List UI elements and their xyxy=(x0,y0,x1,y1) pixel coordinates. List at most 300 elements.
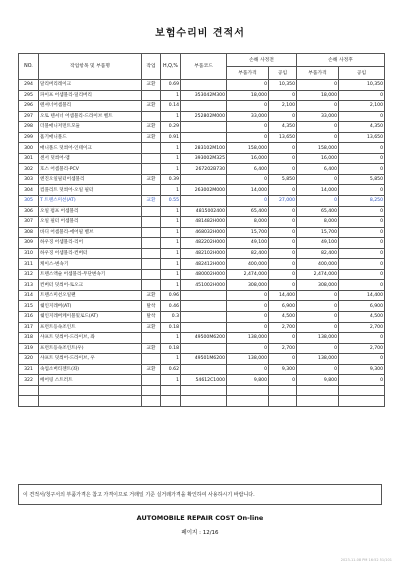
cell-bp: 0 xyxy=(227,290,269,301)
cell-bl: 0 xyxy=(269,164,297,175)
cell-bl: 0 xyxy=(269,375,297,386)
cell-code: 267202B730 xyxy=(181,164,227,175)
table-row xyxy=(19,248,385,259)
empty-cell xyxy=(339,385,385,396)
cell-bp: 0 xyxy=(227,196,269,207)
cell-bp: 8,000 xyxy=(227,217,269,228)
cell-al: 0 xyxy=(339,259,385,270)
cell-work: 교환 xyxy=(142,196,161,207)
table-row xyxy=(19,143,385,154)
cell-no: 302 xyxy=(19,164,39,175)
empty-cell xyxy=(161,396,181,407)
cell-no: 300 xyxy=(19,143,39,154)
cell-work xyxy=(142,206,161,217)
table-row xyxy=(19,269,385,280)
cell-work xyxy=(142,375,161,386)
empty-cell xyxy=(297,385,339,396)
cell-al: 10,350 xyxy=(339,80,385,91)
cell-item: 컴플리트 덧씌어-오일 필터 xyxy=(39,185,142,196)
empty-cell xyxy=(297,396,339,407)
cell-work: 교환 xyxy=(142,174,161,185)
cell-bl: 0 xyxy=(269,269,297,280)
cell-bp: 138,000 xyxy=(227,333,269,344)
table-row xyxy=(19,164,385,175)
table-body xyxy=(19,80,385,407)
cell-code: 49500M6200 xyxy=(181,333,227,344)
cell-al: 0 xyxy=(339,143,385,154)
cell-al: 0 xyxy=(339,248,385,259)
cell-item: 케이스-변속기 xyxy=(39,259,142,270)
empty-cell xyxy=(142,396,161,407)
cell-bl: 4,350 xyxy=(269,122,297,133)
cell-no: 320 xyxy=(19,354,39,365)
cell-ap: 0 xyxy=(297,322,339,333)
empty-cell xyxy=(269,396,297,407)
cell-hq: 0.3 xyxy=(161,312,181,323)
cell-item: T 트랜스미션(AT) xyxy=(39,196,142,207)
cell-al: 0 xyxy=(339,354,385,365)
cell-work: 교환 xyxy=(142,364,161,375)
cell-bp: 6,400 xyxy=(227,164,269,175)
cell-item: 엔진오일필터어셈블리 xyxy=(39,174,142,185)
cell-code xyxy=(181,80,227,91)
cell-work xyxy=(142,111,161,122)
cell-code xyxy=(181,101,227,112)
footer-title: AUTOMOBILE REPAIR COST On-line xyxy=(136,514,264,522)
table-row xyxy=(19,301,385,312)
header-item: 작업항목 및 부품명 xyxy=(39,54,142,80)
cell-item: 매니폴드 덧씌어-인테이크 xyxy=(39,143,142,154)
cell-bp: 0 xyxy=(227,132,269,143)
cell-ap: 65,400 xyxy=(297,206,339,217)
cell-work: 탈착 xyxy=(142,301,161,312)
cell-item: 프런트등속조인트 xyxy=(39,322,142,333)
cell-bl: 10,350 xyxy=(269,80,297,91)
cell-hq: 1 xyxy=(161,90,181,101)
cell-no: 319 xyxy=(19,343,39,354)
cell-al: 0 xyxy=(339,269,385,280)
cell-item: 트랜스액슬 어셈블리-무단변속기 xyxy=(39,269,142,280)
cell-item: 호스 어셈블리-PCV xyxy=(39,164,142,175)
table-row xyxy=(19,364,385,375)
table-row xyxy=(19,312,385,323)
cell-code: 481482H000 xyxy=(181,217,227,228)
header-after-parts: 부품가격 xyxy=(297,67,339,80)
print-stamp: 2023-11-08 PM 16:52 51/101 xyxy=(340,558,392,562)
cell-no: 299 xyxy=(19,132,39,143)
cell-item: 텐셔너어셈블리 xyxy=(39,101,142,112)
cell-bp: 0 xyxy=(227,301,269,312)
cell-bl: 0 xyxy=(269,206,297,217)
cell-al: 2,100 xyxy=(339,101,385,112)
cell-ap: 0 xyxy=(297,312,339,323)
empty-cell xyxy=(19,385,39,396)
cell-item: 베어링 스트러트 xyxy=(39,375,142,386)
cell-ap: 2,474,000 xyxy=(297,269,339,280)
cell-ap: 138,000 xyxy=(297,354,339,365)
cell-item: 하우징 어셈블리-리어 xyxy=(39,238,142,249)
cell-al: 0 xyxy=(339,375,385,386)
cell-item: 하우징 어셈블리-컨버터 xyxy=(39,248,142,259)
empty-cell xyxy=(181,396,227,407)
cell-hq: 1 xyxy=(161,217,181,228)
cell-code xyxy=(181,196,227,207)
cell-item: 오일 필터 어셈블리 xyxy=(39,217,142,228)
cell-no: 305 xyxy=(19,196,39,207)
cell-work: 교환 xyxy=(142,132,161,143)
cell-no: 311 xyxy=(19,259,39,270)
table-row xyxy=(19,90,385,101)
cell-hq: 1 xyxy=(161,354,181,365)
cell-work xyxy=(142,164,161,175)
cell-hq: 0.46 xyxy=(161,301,181,312)
cell-ap: 8,000 xyxy=(297,217,339,228)
cell-code: 482102H000 xyxy=(181,248,227,259)
cell-bl: 2,100 xyxy=(269,101,297,112)
table-row xyxy=(19,174,385,185)
cell-code: 482202H000 xyxy=(181,238,227,249)
cell-bl: 13,650 xyxy=(269,132,297,143)
table-row xyxy=(19,206,385,217)
cell-work xyxy=(142,259,161,270)
page-number: 페이지 : 12/16 xyxy=(181,530,219,536)
cell-bl: 0 xyxy=(269,153,297,164)
cell-al: 4,500 xyxy=(339,312,385,323)
cell-code xyxy=(181,364,227,375)
cell-no: 294 xyxy=(19,80,39,91)
cell-code: 252802M000 xyxy=(181,111,227,122)
cell-hq: 1 xyxy=(161,238,181,249)
cell-no: 306 xyxy=(19,206,39,217)
cell-bl: 4,500 xyxy=(269,312,297,323)
cell-no: 317 xyxy=(19,322,39,333)
cell-work xyxy=(142,153,161,164)
cell-ap: 6,400 xyxy=(297,164,339,175)
cell-no: 307 xyxy=(19,217,39,228)
cell-work: 교환 xyxy=(142,80,161,91)
cell-item: 파이프 어셈블리-딜리버리 xyxy=(39,90,142,101)
table-row xyxy=(19,238,385,249)
cell-bp: 2,474,000 xyxy=(227,269,269,280)
cell-hq: 0.55 xyxy=(161,196,181,207)
cell-ap: 0 xyxy=(297,174,339,185)
empty-cell xyxy=(142,385,161,396)
empty-cell xyxy=(39,396,142,407)
notice-text: 이 견적서/청구서의 부품가격은 참고 가격이므로 거래일 기준 실거래가격을 확인하여 사용하시기 바랍니다. xyxy=(18,484,382,505)
cell-bp: 158,000 xyxy=(227,143,269,154)
cell-ap: 9,800 xyxy=(297,375,339,386)
cell-bl: 5,850 xyxy=(269,174,297,185)
cell-al: 0 xyxy=(339,185,385,196)
cell-hq: 0.96 xyxy=(161,290,181,301)
cell-item: 샤프트 덧씌어-드라이브, 좌 xyxy=(39,333,142,344)
cell-bp: 308,000 xyxy=(227,280,269,291)
header-before-labor: 공임 xyxy=(269,67,297,80)
cell-al: 5,850 xyxy=(339,174,385,185)
cell-hq: 0.91 xyxy=(161,132,181,143)
cell-item: 컨버터 덧씌어-토오크 xyxy=(39,280,142,291)
cell-code xyxy=(181,301,227,312)
cell-no: 304 xyxy=(19,185,39,196)
cell-bp: 0 xyxy=(227,101,269,112)
empty-cell xyxy=(227,396,269,407)
cell-code: 263002M000 xyxy=(181,185,227,196)
estimate-table xyxy=(18,53,385,407)
cell-al: 0 xyxy=(339,333,385,344)
cell-al: 0 xyxy=(339,90,385,101)
cell-ap: 0 xyxy=(297,301,339,312)
table-row xyxy=(19,322,385,333)
cell-al: 0 xyxy=(339,164,385,175)
cell-ap: 82,400 xyxy=(297,248,339,259)
cell-work xyxy=(142,217,161,228)
cell-hq: 1 xyxy=(161,111,181,122)
cell-no: 303 xyxy=(19,174,39,185)
cell-no: 295 xyxy=(19,90,39,101)
cell-work: 교환 xyxy=(142,101,161,112)
cell-al: 2,700 xyxy=(339,343,385,354)
cell-al: 13,650 xyxy=(339,132,385,143)
cell-no: 298 xyxy=(19,122,39,133)
cell-bp: 0 xyxy=(227,364,269,375)
cell-no: 312 xyxy=(19,269,39,280)
cell-code xyxy=(181,312,227,323)
cell-al: 8,250 xyxy=(339,196,385,207)
cell-no: 297 xyxy=(19,111,39,122)
cell-work: 교환 xyxy=(142,122,161,133)
cell-hq: 1 xyxy=(161,185,181,196)
cell-bp: 0 xyxy=(227,80,269,91)
cell-ap: 400,000 xyxy=(297,259,339,270)
cell-bl: 0 xyxy=(269,259,297,270)
header-work: 작업 xyxy=(142,54,161,80)
cell-ap: 33,000 xyxy=(297,111,339,122)
cell-hq: 1 xyxy=(161,269,181,280)
table-row xyxy=(19,290,385,301)
table-row xyxy=(19,101,385,112)
cell-work xyxy=(142,185,161,196)
table-row xyxy=(19,354,385,365)
table-row xyxy=(19,259,385,270)
cell-al: 0 xyxy=(339,217,385,228)
cell-al: 0 xyxy=(339,238,385,249)
cell-code xyxy=(181,122,227,133)
cell-hq: 1 xyxy=(161,153,181,164)
cell-item: 달리버리레이크 xyxy=(39,80,142,91)
cell-work: 교환 xyxy=(142,290,161,301)
header-before-parts: 부품가격 xyxy=(227,67,269,80)
table-row xyxy=(19,153,385,164)
cell-hq: 0.69 xyxy=(161,80,181,91)
cell-code xyxy=(181,322,227,333)
table-row xyxy=(19,333,385,344)
cell-ap: 0 xyxy=(297,122,339,133)
cell-bl: 0 xyxy=(269,111,297,122)
cell-bl: 0 xyxy=(269,90,297,101)
cell-ap: 158,000 xyxy=(297,143,339,154)
cell-item: 쉐인지레버케이블및로드(AT) xyxy=(39,312,142,323)
cell-ap: 0 xyxy=(297,343,339,354)
empty-row xyxy=(19,396,385,407)
cell-bp: 0 xyxy=(227,322,269,333)
cell-bl: 0 xyxy=(269,248,297,259)
cell-code: 482412H000 xyxy=(181,259,227,270)
cell-no: 310 xyxy=(19,248,39,259)
cell-al: 4,350 xyxy=(339,122,385,133)
cell-no: 321 xyxy=(19,364,39,375)
cell-hq: 0.14 xyxy=(161,101,181,112)
cell-work xyxy=(142,354,161,365)
table-row xyxy=(19,343,385,354)
cell-hq: 1 xyxy=(161,164,181,175)
cell-ap: 16,000 xyxy=(297,153,339,164)
cell-al: 0 xyxy=(339,111,385,122)
cell-item: 트랜스미션오일팬 xyxy=(39,290,142,301)
table-row xyxy=(19,196,385,207)
cell-item: 오토 텐셔너 어셈블리-드라이브 벨트 xyxy=(39,111,142,122)
cell-hq: 1 xyxy=(161,227,181,238)
cell-bl: 0 xyxy=(269,185,297,196)
table-row xyxy=(19,122,385,133)
cell-ap: 138,000 xyxy=(297,333,339,344)
cell-code: 451002H000 xyxy=(181,280,227,291)
cell-item: 프런트등속조인트(우) xyxy=(39,343,142,354)
cell-bp: 0 xyxy=(227,122,269,133)
table-row xyxy=(19,80,385,91)
cell-ap: 0 xyxy=(297,80,339,91)
cell-hq: 0.39 xyxy=(161,174,181,185)
cell-bl: 0 xyxy=(269,354,297,365)
cell-ap: 15,700 xyxy=(297,227,339,238)
cell-code: 4815002400 xyxy=(181,206,227,217)
cell-item: 바디 어셈블리-에어필 벨브 xyxy=(39,227,142,238)
cell-al: 0 xyxy=(339,206,385,217)
cell-al: 0 xyxy=(339,280,385,291)
cell-no: 308 xyxy=(19,227,39,238)
cell-bp: 0 xyxy=(227,174,269,185)
cell-ap: 0 xyxy=(297,132,339,143)
cell-bl: 0 xyxy=(269,238,297,249)
empty-cell xyxy=(39,385,142,396)
table-row xyxy=(19,217,385,228)
cell-bp: 49,100 xyxy=(227,238,269,249)
cell-bl: 0 xyxy=(269,280,297,291)
table-row xyxy=(19,227,385,238)
cell-no: 318 xyxy=(19,333,39,344)
cell-bp: 400,000 xyxy=(227,259,269,270)
cell-code: 480002H000 xyxy=(181,269,227,280)
cell-bl: 0 xyxy=(269,217,297,228)
cell-bp: 16,000 xyxy=(227,153,269,164)
header-hq: H,Q,% xyxy=(161,54,181,80)
cell-code: 353042M300 xyxy=(181,90,227,101)
document-title: 보험수리비 견적서 xyxy=(155,28,245,39)
cell-ap: 18,000 xyxy=(297,90,339,101)
cell-code: 283102M100 xyxy=(181,143,227,154)
cell-hq: 0.29 xyxy=(161,122,181,133)
cell-no: 315 xyxy=(19,301,39,312)
cell-hq: 1 xyxy=(161,280,181,291)
cell-work: 교환 xyxy=(142,343,161,354)
cell-item: 오일 펌프 어셈블리 xyxy=(39,206,142,217)
header-after: 손해 사정후 xyxy=(297,54,385,67)
cell-bl: 0 xyxy=(269,227,297,238)
cell-bp: 9,800 xyxy=(227,375,269,386)
cell-work xyxy=(142,238,161,249)
cell-work xyxy=(142,248,161,259)
empty-cell xyxy=(19,396,39,407)
table-row xyxy=(19,375,385,386)
cell-bp: 33,000 xyxy=(227,111,269,122)
cell-no: 316 xyxy=(19,312,39,323)
table-row xyxy=(19,132,385,143)
header-before: 손해 사정전 xyxy=(227,54,297,67)
cell-al: 0 xyxy=(339,153,385,164)
cell-no: 309 xyxy=(19,238,39,249)
cell-code: 54612C1000 xyxy=(181,375,227,386)
header-code: 부품코드 xyxy=(181,54,227,80)
cell-bp: 18,000 xyxy=(227,90,269,101)
cell-hq: 1 xyxy=(161,259,181,270)
empty-cell xyxy=(269,385,297,396)
cell-work xyxy=(142,227,161,238)
cell-hq: 0.62 xyxy=(161,364,181,375)
cell-no: 313 xyxy=(19,280,39,291)
cell-al: 9,300 xyxy=(339,364,385,375)
cell-ap: 0 xyxy=(297,364,339,375)
cell-bp: 65,400 xyxy=(227,206,269,217)
empty-cell xyxy=(161,385,181,396)
table-row xyxy=(19,185,385,196)
cell-item: 쉐인지레버(AT) xyxy=(39,301,142,312)
cell-no: 314 xyxy=(19,290,39,301)
empty-cell xyxy=(227,385,269,396)
cell-ap: 0 xyxy=(297,101,339,112)
cell-ap: 0 xyxy=(297,196,339,207)
cell-no: 296 xyxy=(19,101,39,112)
cell-work: 교환 xyxy=(142,322,161,333)
cell-bl: 9,300 xyxy=(269,364,297,375)
cell-bl: 0 xyxy=(269,143,297,154)
cell-work xyxy=(142,333,161,344)
cell-ap: 0 xyxy=(297,290,339,301)
table-row xyxy=(19,111,385,122)
cell-work xyxy=(142,143,161,154)
cell-work xyxy=(142,280,161,291)
cell-code xyxy=(181,174,227,185)
empty-cell xyxy=(339,396,385,407)
cell-bl: 6,900 xyxy=(269,301,297,312)
cell-code xyxy=(181,343,227,354)
cell-bp: 82,400 xyxy=(227,248,269,259)
cell-bp: 138,000 xyxy=(227,354,269,365)
cell-hq: 1 xyxy=(161,375,181,386)
cell-hq: 1 xyxy=(161,248,181,259)
header-after-labor: 공임 xyxy=(339,67,385,80)
cell-code: 49501M6200 xyxy=(181,354,227,365)
cell-work xyxy=(142,90,161,101)
cell-al: 14,400 xyxy=(339,290,385,301)
cell-hq: 1 xyxy=(161,333,181,344)
cell-bl: 2,700 xyxy=(269,322,297,333)
cell-bl: 14,400 xyxy=(269,290,297,301)
cell-work: 탈착 xyxy=(142,312,161,323)
cell-bp: 15,700 xyxy=(227,227,269,238)
cell-bp: 0 xyxy=(227,312,269,323)
empty-row xyxy=(19,385,385,396)
cell-code xyxy=(181,132,227,143)
cell-hq: 1 xyxy=(161,206,181,217)
